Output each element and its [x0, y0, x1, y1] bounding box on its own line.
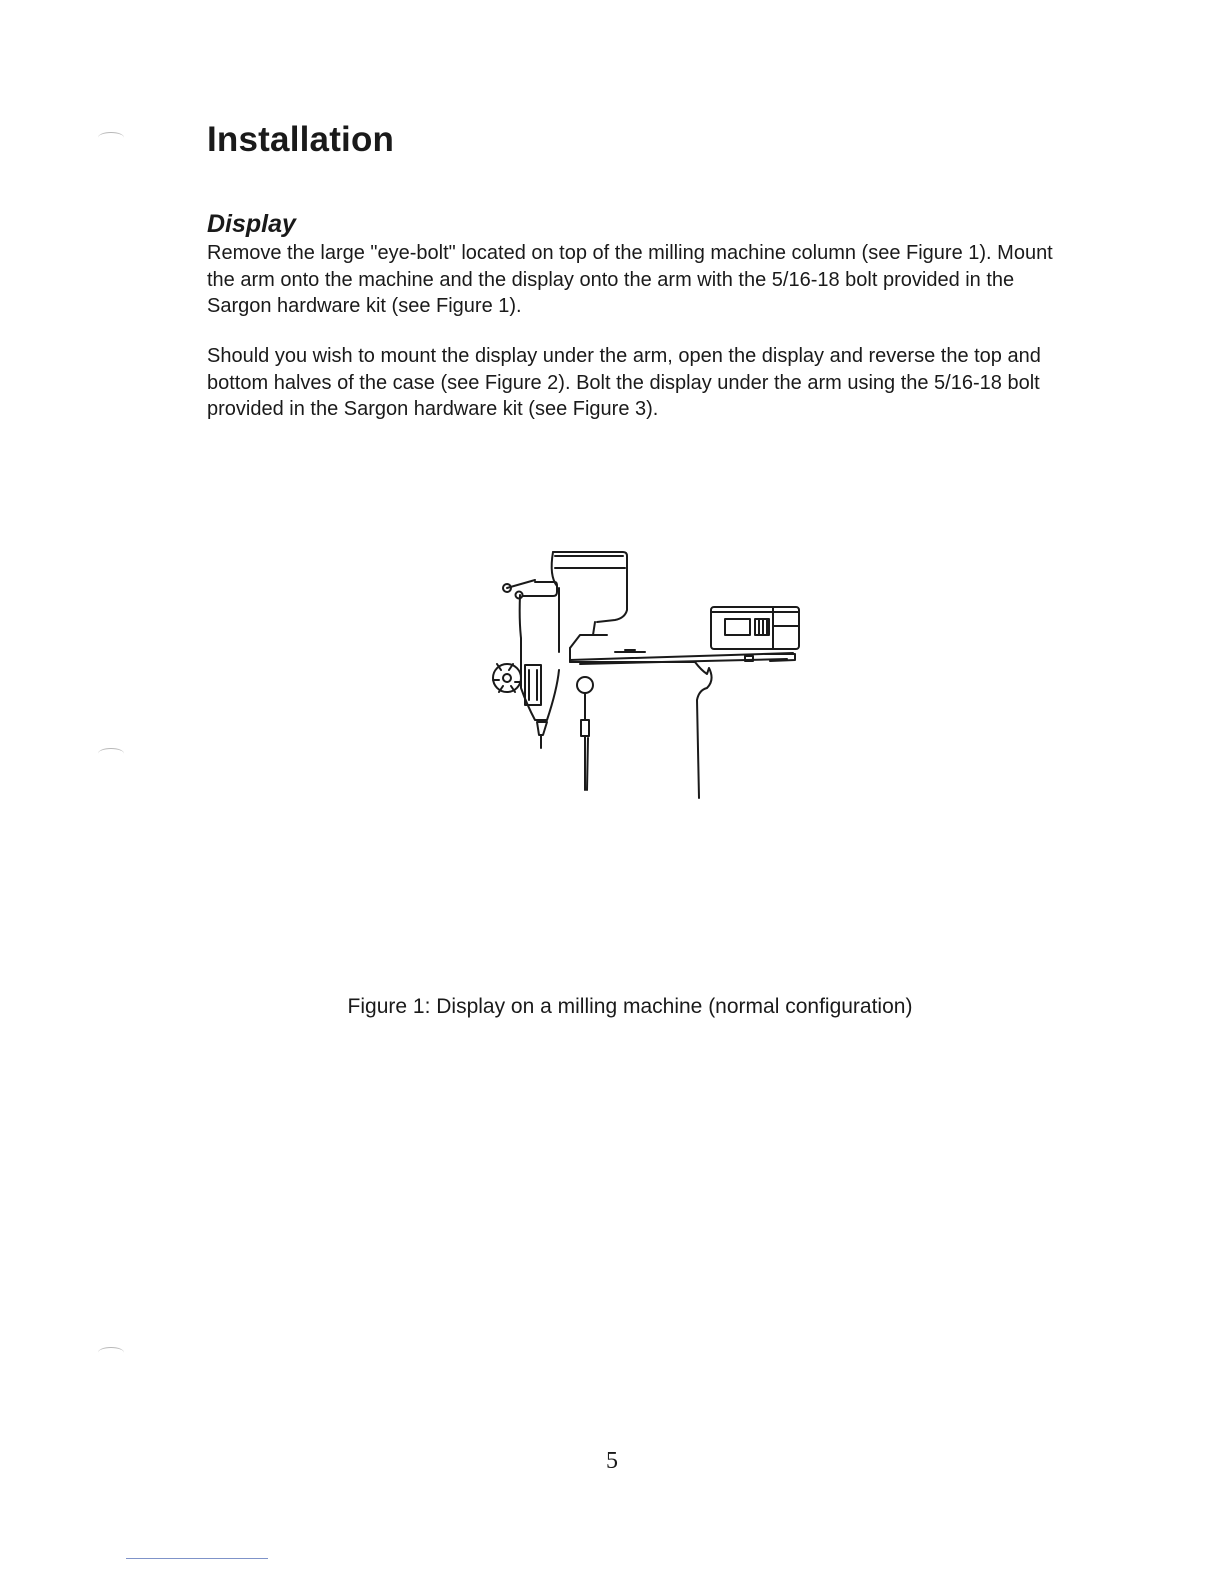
column-back — [695, 662, 712, 798]
binder-hole-mark-bottom — [98, 1347, 124, 1358]
paragraph-under-arm-instructions: Should you wish to mount the display under the arm, open the display and reverse the top and bottom halves of the case (see Figure 2). Bolt the display under the arm using the 5/16-18 bolt provided in the Sargon hardware kit (see Figure 3). — [207, 345, 1041, 420]
handwheel — [493, 664, 521, 692]
quill — [525, 665, 541, 705]
binder-hole-mark-middle — [98, 748, 124, 759]
page-number: 5 — [606, 1448, 618, 1474]
page-title: Installation — [207, 120, 395, 159]
display-screen — [725, 619, 750, 635]
feed-knob — [577, 677, 593, 693]
section-heading-display: Display — [207, 210, 296, 238]
paragraph-mounting-instructions: Remove the large "eye-bolt" located on top of the milling machine column (see Figure 1). Mount the arm onto the machine and the display onto the arm with the 5/16-18 bolt provided in the Sargon hardware kit (see Figure 1). — [207, 242, 1053, 317]
milling-machine-illustration — [475, 540, 815, 810]
binder-hole-mark-top — [98, 132, 124, 143]
figure-caption: Figure 1: Display on a milling machine (normal configuration) — [347, 995, 913, 1018]
footer-rule — [126, 1558, 268, 1559]
column-front — [587, 738, 588, 790]
motor-housing — [553, 552, 627, 622]
